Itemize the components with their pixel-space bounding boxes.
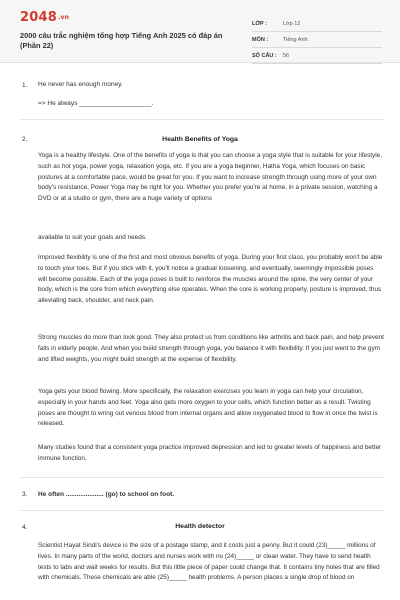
meta-value: 56 (283, 52, 290, 59)
question-divider (20, 510, 384, 511)
question-prompt: He often ..................... (go) to school on foot. (38, 491, 175, 498)
passage-paragraph: Yoga is a healthy lifestyle. One of the benefits of yoga is that you can choose a yoga style that is suitable for your lifestyle, such as hot yoga, power yoga, relaxation yoga, etc. If you are a yoga beginner, Hatha Yoga, which focuses on basic postures at a comfortable pace, would be great for you. If you want to increase strength through using more of your own body's resistance, Power Yoga may be right for you. Whether you prefer you're at home, in a private session, watching a DVD or at a studio or gym, there are a huge variety of options (38, 152, 382, 203)
document-meta (252, 16, 382, 64)
passage-paragraph: Strong muscles do more than look good. They also protect us from conditions like arthritis and back pain, and help prevent falls in elderly people. And when you build strength through yoga, you balance it with flexibility. If you just went to the gym and lifted weights, you might build strength at the expense of flexibility. (38, 334, 384, 363)
meta-row-question-count (252, 48, 382, 64)
meta-key: SỐ CÂU : (252, 52, 277, 59)
document-title: 2000 câu trắc nghiệm tổng hợp Tiếng Anh 2025 có đáp án (Phần 22) (20, 31, 223, 50)
passage-title: Health detector (175, 523, 225, 530)
meta-row-subject (252, 32, 382, 48)
passage-paragraph: Scientist Hayat Sindi's device is the size of a postage stamp, and it costs just a penny. But it could (23)_____ millions of lives. In many parts of the world, doctors and nurses work with no (24)_____ or clean water. They have to send health tests to labs and wait weeks for results. But this little piece of paper could change that. It contains tiny holes that are filled with chemicals. These chemicals are able (25)_____ health problems. A person places a single drop of blood on (38, 542, 380, 582)
passage-paragraph: Yoga gets your blood flowing. More specifically, the relaxation exercises you learn in yoga can help your circulation, especially in your hands and feet. Yoga also gets more oxygen to your cells, which function better as a result. Twisting poses are thought to wring out venous blood from internal organs and allow oxygenated blood to flow in once the twist is released. (38, 388, 378, 428)
question-number: 3. (22, 491, 28, 498)
question-prompt: He never has enough money. (38, 81, 123, 88)
passage-paragraph: available to suit your goals and needs. (38, 234, 147, 241)
question-divider (20, 477, 384, 478)
passage-paragraph: Improved flexibility is one of the first and most obvious benefits of yoga. During your first class, you probably won't be able to touch your toes. But if you stick with it, you'll notice a gradual loosening, and eventually, seemingly impossible poses will become possible. Each of the yoga poses is built to reinforce the muscles around the spine, the very center of your body, which is the core from which everything else operates. When the core is working properly, posture is improved, thus alleviating back, shoulder, and neck pain. (38, 254, 383, 305)
question-number: 1. (22, 82, 28, 89)
passage-paragraph: Many studies found that a consistent yoga practice improved depression and led to greater levels of happiness and better immune function. (38, 444, 382, 462)
answer-line: => He always ____________________. (38, 100, 154, 107)
meta-key: MÔN : (252, 36, 269, 43)
meta-key: LỚP : (252, 20, 267, 27)
meta-value: Tiếng Anh (283, 36, 308, 43)
page-header (0, 0, 400, 63)
meta-value: Lớp 12 (283, 20, 301, 27)
question-number: 2. (22, 136, 28, 143)
passage-title: Health Benefits of Yoga (162, 136, 238, 143)
meta-row-grade (252, 16, 382, 32)
question-number: 4. (22, 524, 28, 531)
question-divider (20, 119, 384, 120)
site-logo[interactable]: 2048.vn (20, 10, 70, 25)
